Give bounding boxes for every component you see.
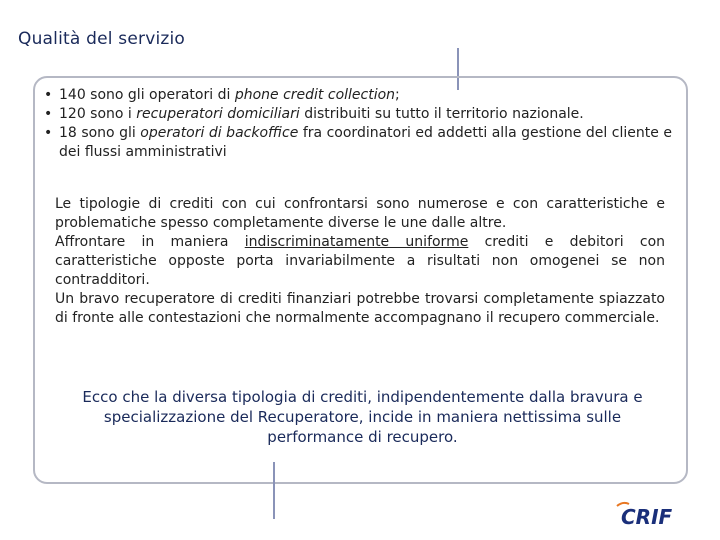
decorative-line-bottom xyxy=(273,462,275,519)
body-text xyxy=(55,195,665,328)
crif-logo xyxy=(613,500,693,528)
paragraph-1: Le tipologie di crediti con cui confrontarsi sono numerose e con caratteristiche e problematiche spesso completamente diverse le une dalle altre. xyxy=(55,196,665,231)
logo-text: CRIF xyxy=(621,505,673,528)
bullet-item: • 120 sono i recuperatori domiciliari distribuiti su tutto il territorio nazionale. xyxy=(44,106,584,122)
conclusion-text: Ecco che la diversa tipologia di crediti, indipendentemente dalla bravura e specializzazione del Recuperatore, incide in maniera nettissima sulle performance di recupero. xyxy=(82,388,643,446)
bullet-list xyxy=(42,86,672,162)
bullet-item: • 140 sono gli operatori di phone credit collection; xyxy=(44,87,400,103)
page-title: Qualità del servizio xyxy=(18,29,186,49)
underlined-phrase: indiscriminatamente uniforme xyxy=(244,234,469,250)
bullet-dot: • xyxy=(44,125,53,141)
paragraph-2: Affrontare in maniera indiscriminatamente uniforme crediti e debitori con caratteristiche opposte porta invariabilmente a risultati non omogenei se non contradditori. xyxy=(55,234,666,288)
bullet-dot: • xyxy=(44,106,53,122)
bullet-dot: • xyxy=(44,87,53,103)
bullet-item: • 18 sono gli operatori di backoffice fra coordinatori ed addetti alla gestione del cliente e dei flussi amministrativi xyxy=(44,125,672,160)
paragraph-3: Un bravo recuperatore di crediti finanziari potrebbe trovarsi completamente spiazzato di fronte alle contestazioni che normalmente accompagnano il recupero commerciale. xyxy=(55,291,665,326)
